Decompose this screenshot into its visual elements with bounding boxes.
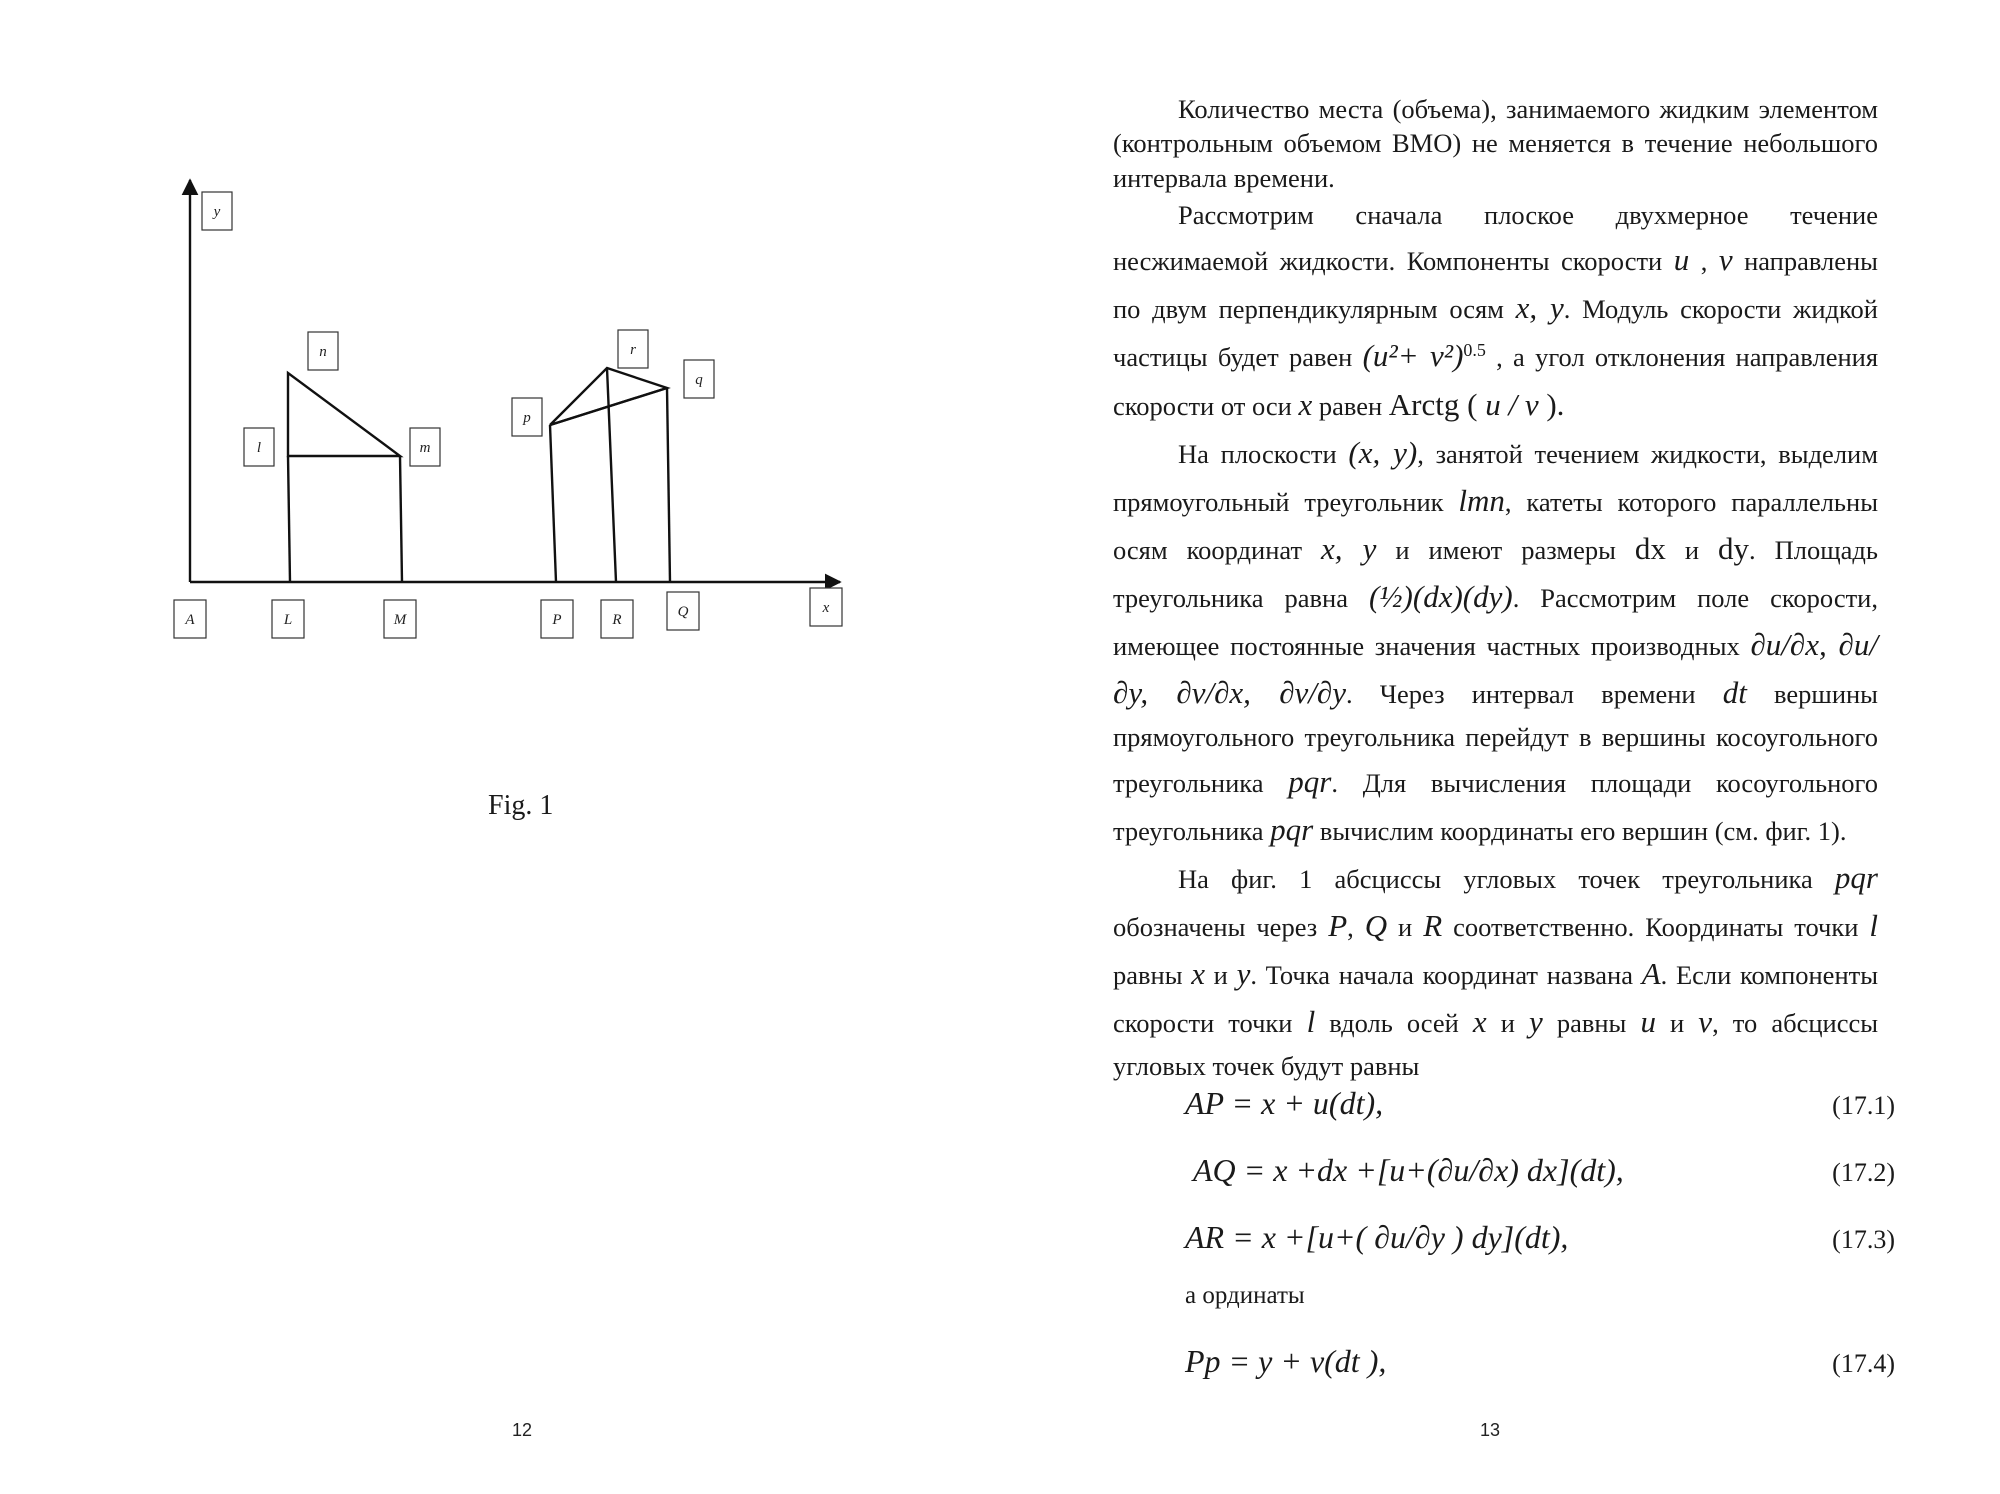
equation-number: (17.4): [1832, 1349, 1895, 1378]
label-Q: [667, 592, 699, 630]
equation-17-2: [1185, 1152, 1895, 1202]
equation-number: (17.2): [1832, 1158, 1895, 1187]
svg-text:r: r: [630, 342, 636, 358]
label-l: [244, 428, 274, 466]
svg-text:p: p: [523, 410, 531, 426]
equation-expr: AQ = x +dx +[u+(∂u/∂x) dx](dt),: [1193, 1152, 1624, 1188]
paragraph-2: Рассмотрим сначала плоское двухмерное течение несжимаемой жидкости. Компоненты скорости u , v направлены по двум перпендикулярным осям x, y. Модуль скорости жидкой частицы будет равен $(u^2+ v^2)^{0.5}$ , а угол отклонения направления скорости от оси x равен Arctg ( u / v ).: [1113, 200, 1879, 422]
equation-expr: AP = x + u(dt),: [1185, 1085, 1384, 1121]
equation-17-3: [1185, 1219, 1895, 1269]
svg-text:l: l: [256, 440, 262, 456]
label-M: [384, 600, 416, 638]
label-y: [202, 192, 232, 230]
page-number-left: 12: [512, 1420, 533, 1440]
svg-text:L: L: [283, 612, 293, 628]
equation-17-4: [1185, 1343, 1895, 1393]
equation-expr: Pp = y + v(dt ),: [1185, 1343, 1387, 1379]
equation-number: (17.3): [1832, 1225, 1895, 1254]
label-n: [308, 332, 338, 370]
label-m: [410, 428, 440, 466]
svg-text:A: A: [185, 612, 195, 628]
figure-1-diagram: [150, 170, 850, 660]
label-P: [541, 600, 573, 638]
svg-text:R: R: [612, 612, 622, 628]
svg-text:n: n: [319, 344, 327, 360]
label-r: [618, 330, 648, 368]
page-number-right: 13: [1480, 1420, 1501, 1440]
label-p: [512, 398, 542, 436]
svg-text:x: x: [822, 600, 830, 616]
svg-text:q: q: [695, 372, 703, 388]
paragraph-4: На фиг. 1 абсциссы угловых точек треугольника pqr обозначены через P, Q и R соответственно. Координаты точки l равны x и y. Точка начала координат названа A. Если компоненты скорости точки l вдоль осей x и y равны u и v, то абсциссы угловых точек будут равны: [1113, 860, 1879, 1082]
paragraph-3: На плоскости (x, y), занятой течением жидкости, выделим прямоугольный треугольник lmn, катеты которого параллельны осям координат x, y и имеют размеры dx и dy. Площадь треугольника равна (½)(dx)(dy). Рассмотрим поле скорости, имеющее постоянные значения частных производных ∂u/∂x, ∂u/∂y, ∂v/∂x, ∂v/∂y. Через интервал времени dt вершины прямоугольного треугольника перейдут в вершины косоугольного треугольника pqr. Для вычисления площади косоугольного треугольника pqr вычислим координаты его вершин (см. фиг. 1).: [1113, 434, 1878, 847]
body-text: [1113, 92, 1878, 1087]
label-L: [272, 600, 304, 638]
svg-text:P: P: [552, 612, 562, 628]
svg-text:M: M: [393, 612, 407, 628]
projection-r: [607, 368, 616, 582]
projection-l: [288, 456, 290, 582]
svg-text:Q: Q: [677, 604, 689, 620]
label-A: [174, 600, 206, 638]
equation-number: (17.1): [1832, 1091, 1895, 1120]
right-page: [1000, 0, 2000, 1494]
triangle-lmn: [288, 373, 400, 456]
equation-expr: AR = x +[u+( ∂u/∂y ) dy](dt),: [1185, 1219, 1569, 1255]
paragraph-1: Количество места (объема), занимаемого жидким элементом (контрольным объемом ВМО) не меняется в течение небольшого интервала времени.: [1113, 94, 1878, 193]
projection-m: [400, 456, 402, 582]
figure-caption: Fig. 1: [488, 790, 554, 821]
svg-text:y: y: [213, 204, 221, 220]
svg-text:m: m: [419, 440, 431, 456]
equation-17-1: [1185, 1085, 1895, 1135]
label-q: [684, 360, 714, 398]
projection-p: [550, 425, 556, 582]
projection-q: [667, 388, 670, 582]
label-R: [601, 600, 633, 638]
label-x: [810, 588, 842, 626]
ordinates-text: а ординаты: [1185, 1282, 1305, 1309]
